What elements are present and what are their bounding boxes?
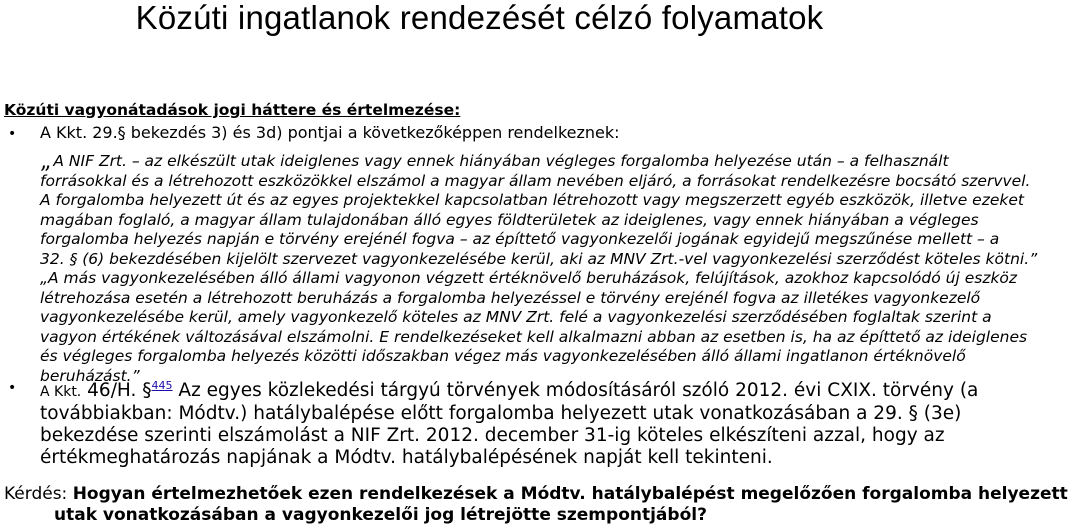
bullet-2-line: bekezdése szerinti elszámolást a NIF Zrt. 2012. december 31-ig köteles elkészíteni azzal, hogy az xyxy=(40,425,945,447)
question-line xyxy=(4,484,1068,505)
bullet-dot-icon: • xyxy=(8,126,17,142)
footnote-ref-link[interactable]: 445 xyxy=(151,379,173,392)
quote-line: 32. § (6) bekezdésében kijelölt szervezet vagyonkezelésébe kerül, aki az MNV Zrt.-vel vagyonkezelési szerződést köteles kötni.” xyxy=(40,249,1038,268)
bullet-2-text xyxy=(40,375,979,469)
kkt-prefix: A Kkt. xyxy=(40,384,82,401)
quote-line: magában foglaló, a magyar állam tulajdonában álló egyes földterületek az ideiglenes, vagy ennek hiányában a végleges xyxy=(40,210,979,229)
quote-line: és végleges forgalomba helyezés közötti időszakban végez más vagyonkezelésében álló állami ingatlanon értéknövelő xyxy=(40,347,966,365)
quote-line: vagyon értékének változásával elszámolni. E rendelkezéseket kell alkalmazni abban az esetben is, ha az építtető az ideiglenes xyxy=(40,327,1028,346)
section-number: 46/H. § xyxy=(87,380,152,402)
quote-line: forrásokkal és a létrehozott eszközökkel elszámol a magyar állam nevében eljáró, a forrásokat rendelkezésre bocsátó szervvel. xyxy=(40,171,1031,190)
quote-line: „A más vagyonkezelésében álló állami vagyonon végzett értéknövelő beruházások, felújítások, azokhoz kapcsolódó új eszköz xyxy=(40,269,1018,287)
bullet-2-line: értékmeghatározás napjának a Módtv. hatálybalépésének napját kell tekinteni. xyxy=(40,447,773,469)
question-text: Hogyan értelmezhetőek ezen rendelkezések a Módtv. hatálybalépést megelőzően forgalomba helyezett xyxy=(72,484,1068,504)
bullet-dot-icon: • xyxy=(8,380,17,396)
quote-line: vagyonkezelésébe kerül, amely vagyonkezelő köteles az MNV Zrt. felé a vagyonkezelési szerződésében foglaltak szerint a xyxy=(40,308,992,326)
law-quote xyxy=(40,149,1038,386)
quote-line: „ A NIF Zrt. – az elkészült utak ideiglenes vagy ennek hiányában végleges forgalomba helyezése után – a felhasznált xyxy=(40,149,949,174)
page-title: Közúti ingatlanok rendezését célzó folyamatok xyxy=(135,0,824,36)
bullet-2-line: továbbiakban: Módtv.) hatálybalépése előtt forgalomba helyezett utak vonatkozásában a 29. § (3e) xyxy=(40,403,962,425)
bullet-2-line: A Kkt. 46/H. §$^{445}$ Az egyes közlekedési tárgyú törvények módosításáról szóló 2012. évi CXIX. törvény (a xyxy=(40,379,979,402)
bullet-1-text: A Kkt. 29.§ bekezdés 3) és 3d) pontjai a következőképpen rendelkeznek: xyxy=(40,123,620,142)
quote-line: A forgalomba helyezett út és az egyes projektekkel kapcsolatban létrehozott vagy megszerzett egyéb eszközök, illetve ezeket xyxy=(40,191,1024,209)
quote-line: beruházást.” xyxy=(40,366,140,385)
question-label: Kérdés: xyxy=(4,484,68,504)
section-heading: Közúti vagyonátadások jogi háttere és értelmezése: xyxy=(4,101,461,119)
quote-line: forgalomba helyezés napján e törvény erejénél fogva – az építtető vagyonkezelői jogának egyidejű megszűnése mellett – a xyxy=(40,230,1000,248)
question-block xyxy=(4,484,1068,526)
question-line: utak vonatkozásában a vagyonkezelői jog létrejötte szempontjából? xyxy=(54,505,707,525)
quote-open-mark: „ xyxy=(40,149,52,174)
quote-line: létrehozása esetén a létrehozott beruházás a forgalomba helyezéssel e törvény erejénél fogva az illetékes vagyonkezelő xyxy=(40,288,981,307)
